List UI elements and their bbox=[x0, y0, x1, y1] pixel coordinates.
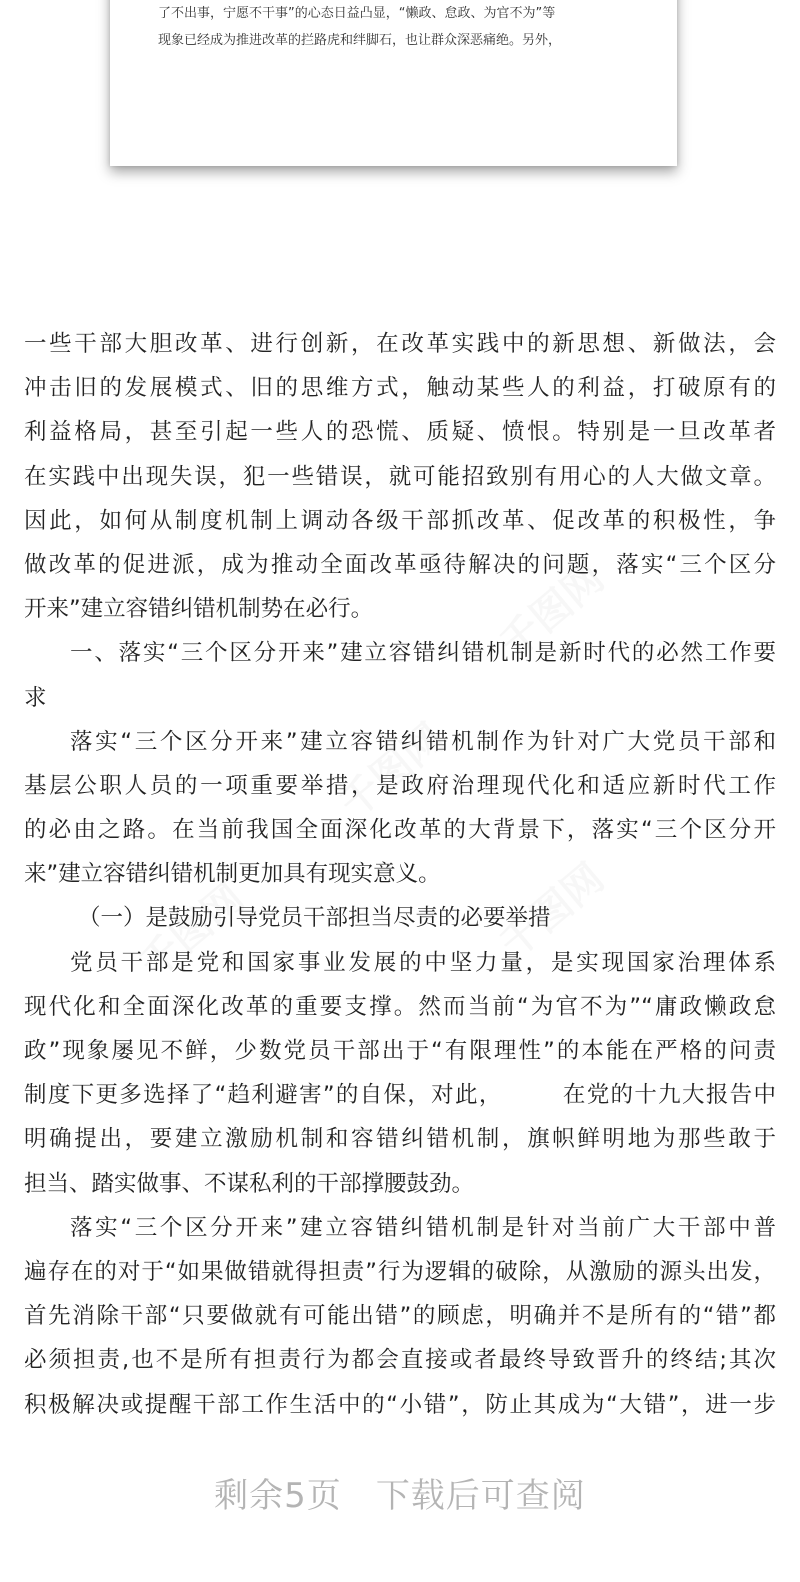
remaining-pages-label: 剩余5页 bbox=[214, 1476, 342, 1516]
paragraph-line: 制度下更多选择了“趋利避害”的自保，对此， 在党的十九大报告中 bbox=[24, 1082, 776, 1109]
watermark: 千图网 bbox=[491, 554, 613, 668]
paragraph-line: 遍存在的对于“如果做错就得担责”行为逻辑的破除，从激励的源头出发， bbox=[24, 1258, 776, 1285]
paragraph-line: 来”建立容错纠错机制更加具有现实意义。 bbox=[24, 861, 441, 888]
download-hint-label: 下载后可查阅 bbox=[375, 1476, 586, 1516]
watermark: 千图网 bbox=[331, 714, 453, 828]
paragraph-line: 开来”建立容错纠错机制势在必行。 bbox=[24, 596, 374, 623]
paragraph-line: 因此，如何从制度机制上调动各级干部抓改革、促改革的积极性，争 bbox=[24, 507, 776, 534]
watermark: 千图网 bbox=[131, 874, 253, 988]
watermark: 千图网 bbox=[491, 854, 613, 968]
paragraph-line: 首先消除干部“只要做就有可能出错”的顾虑，明确并不是所有的“错”都 bbox=[24, 1303, 776, 1330]
paragraph-line: 一些干部大胆改革、进行创新，在改革实践中的新思想、新做法，会 bbox=[24, 331, 776, 357]
paragraph-line: 担当、踏实做事、不谋私利的干部撑腰鼓劲。 bbox=[24, 1170, 475, 1197]
paragraph-line: 必须担责,也不是所有担责行为都会直接或者最终导致晋升的终结;其次 bbox=[24, 1347, 776, 1374]
paragraph-line: 现代化和全面深化改革的重要支撑。然而当前“为官不为”“庸政懒政怠 bbox=[24, 993, 776, 1020]
paragraph-line: 党员干部是党和国家事业发展的中坚力量，是实现国家治理体系 bbox=[70, 949, 776, 976]
preview-page-card bbox=[110, 0, 677, 166]
paragraph-line: 明确提出，要建立激励机制和容错纠错机制，旗帜鲜明地为那些敢于 bbox=[24, 1126, 776, 1153]
document-body bbox=[24, 322, 776, 1427]
paragraph-line: 利益格局，甚至引起一些人的恐慌、质疑、愤恨。特别是一旦改革者 bbox=[24, 419, 776, 446]
paragraph-line: 的必由之路。在当前我国全面深化改革的大背景下，落实“三个区分开 bbox=[24, 817, 776, 844]
paragraph-line: 基层公职人员的一项重要举措，是政府治理现代化和适应新时代工作 bbox=[24, 772, 776, 799]
preview-line: 现象已经成为推进改革的拦路虎和绊脚石，也让群众深恶痛绝。另外， bbox=[158, 33, 562, 48]
paragraph-line: 落实“三个区分开来”建立容错纠错机制是针对当前广大干部中普 bbox=[70, 1214, 776, 1241]
subsection-heading: （一）是鼓励引导党员干部担当尽责的必要举措 bbox=[78, 905, 551, 932]
paragraph-line: 积极解决或提醒干部工作生活中的“小错”，防止其成为“大错”，进一步 bbox=[24, 1391, 776, 1418]
section-heading: 一、落实“三个区分开来”建立容错纠错机制是新时代的必然工作要 bbox=[70, 640, 776, 667]
paragraph-line: 落实“三个区分开来”建立容错纠错机制作为针对广大党员干部和 bbox=[70, 728, 776, 755]
paragraph-line: 在实践中出现失误，犯一些错误，就可能招致别有用心的人大做文章。 bbox=[24, 463, 776, 490]
remaining-pages-banner[interactable] bbox=[0, 1468, 800, 1517]
paragraph-line: 做改革的促进派，成为推动全面改革亟待解决的问题，落实“三个区分 bbox=[24, 551, 776, 578]
paragraph-line: 冲击旧的发展模式、旧的思维方式，触动某些人的利益，打破原有的 bbox=[24, 375, 776, 402]
section-heading: 求 bbox=[24, 684, 47, 711]
paragraph-line: 政”现象屡见不鲜，少数党员干部出于“有限理性”的本能在严格的问责 bbox=[24, 1038, 776, 1064]
preview-line: 了不出事，宁愿不干事”的心态日益凸显，“懒政、怠政、为官不为”等 bbox=[158, 6, 556, 21]
